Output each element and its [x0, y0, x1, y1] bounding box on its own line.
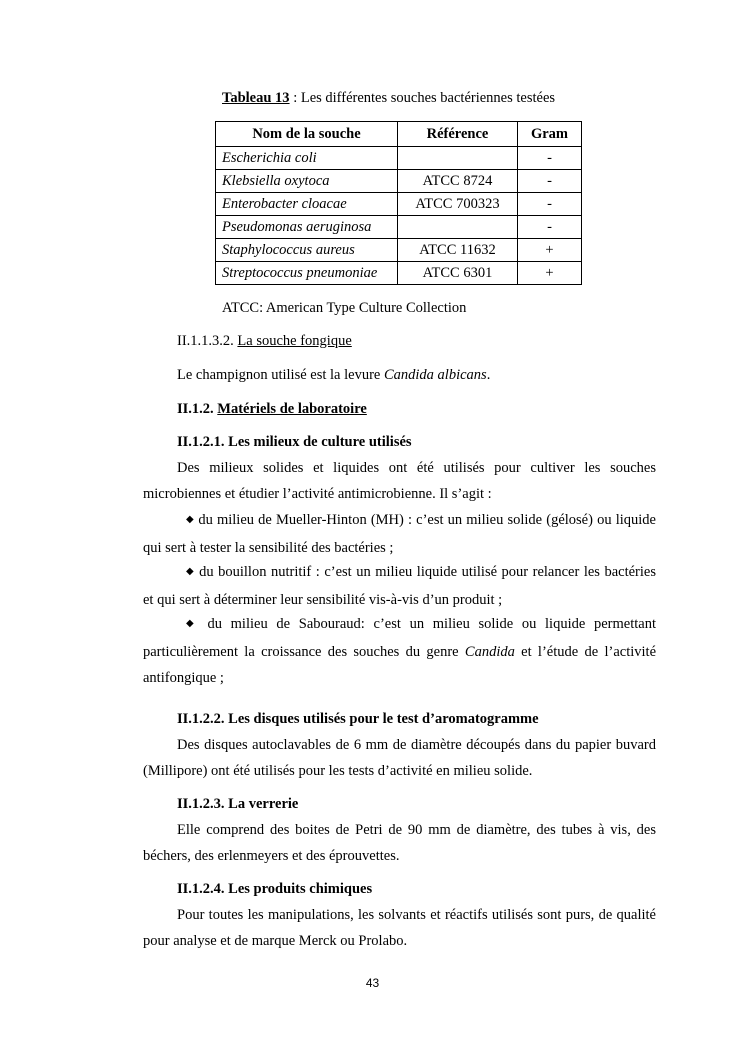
- cell-reference: ATCC 11632: [398, 239, 518, 262]
- strains-table: [215, 121, 582, 285]
- section-title: Matériels de laboratoire: [217, 401, 367, 417]
- table-row: [216, 193, 582, 216]
- table-header-row: [216, 122, 582, 147]
- header-name: Nom de la souche: [216, 122, 398, 147]
- section-heading-disks: II.1.2.2. Les disques utilisés pour le test d’aromatogramme: [177, 711, 539, 727]
- table-row: [216, 262, 582, 285]
- table-row: [216, 239, 582, 262]
- cell-reference: ATCC 8724: [398, 170, 518, 193]
- paragraph-disks: Des disques autoclavables de 6 mm de diamètre découpés dans du papier buvard (Millipore) ont été utilisés pour les tests d’activité en milieu solide.: [143, 737, 656, 779]
- table-note: ATCC: American Type Culture Collection: [222, 300, 467, 316]
- cell-name: Streptococcus pneumoniae: [216, 262, 398, 285]
- paragraph-chemicals: Pour toutes les manipulations, les solvants et réactifs utilisés sont purs, de qualité pour analyse et de marque Merck ou Prolabo.: [143, 907, 656, 949]
- table-row: [216, 170, 582, 193]
- table-row: [216, 216, 582, 239]
- cell-name: Escherichia coli: [216, 147, 398, 170]
- text-run: .: [486, 367, 491, 383]
- list-item-text: du milieu de Sabouraud: c’est un milieu solide ou liquide permettant particulièrement la croissance des souches du genre: [143, 616, 656, 660]
- cell-name: Pseudomonas aeruginosa: [216, 216, 398, 239]
- section-heading-glassware: II.1.2.3. La verrerie: [177, 796, 299, 812]
- section-heading-materials: [143, 396, 656, 422]
- section-number: II.1.1.3.2.: [177, 333, 238, 349]
- list-item-sabouraud: [143, 611, 656, 691]
- cell-name: Enterobacter cloacae: [216, 193, 398, 216]
- paragraph-fungal: [143, 362, 656, 388]
- cell-gram: -: [518, 216, 582, 239]
- table-caption-label: Tableau 13: [222, 90, 290, 106]
- page-number: 43: [365, 976, 380, 990]
- text-run: Le champignon utilisé est la levure: [177, 367, 384, 383]
- list-item-text: du milieu de Mueller-Hinton (MH) : c’est un milieu solide (gélosé) ou liquide qui sert à tester la sensibilité des bactéries ;: [143, 512, 656, 556]
- genus-name: Candida: [464, 644, 515, 660]
- cell-reference: [398, 216, 518, 239]
- paragraph-glassware: Elle comprend des boites de Petri de 90 mm de diamètre, des tubes à vis, des béchers, des erlenmeyers et des éprouvettes.: [143, 822, 656, 864]
- section-title: La souche fongique: [237, 333, 352, 349]
- section-number: II.1.2.: [177, 401, 218, 417]
- cell-gram: -: [518, 193, 582, 216]
- diamond-bullet-icon: ◆: [186, 566, 195, 577]
- species-name: Candida albicans: [383, 367, 487, 383]
- cell-reference: ATCC 700323: [398, 193, 518, 216]
- diamond-bullet-icon: ◆: [186, 514, 195, 525]
- table-caption: [222, 85, 555, 111]
- table-row: [216, 147, 582, 170]
- section-heading-fungal: [143, 328, 656, 354]
- header-reference: Référence: [398, 122, 518, 147]
- cell-reference: [398, 147, 518, 170]
- cell-gram: +: [518, 239, 582, 262]
- list-item-text: et l’étude de l’activité antifongique ;: [143, 644, 657, 686]
- cell-gram: -: [518, 147, 582, 170]
- list-item-text: du bouillon nutritif : c’est un milieu liquide utilisé pour relancer les bactéries et qui sert à déterminer leur sensibilité vis-à-vis d’un produit ;: [143, 564, 656, 608]
- section-heading-culture-media: II.1.2.1. Les milieux de culture utilisés: [177, 434, 412, 450]
- diamond-bullet-icon: ◆: [186, 618, 199, 629]
- cell-name: Staphylococcus aureus: [216, 239, 398, 262]
- cell-reference: ATCC 6301: [398, 262, 518, 285]
- table-caption-text: : Les différentes souches bactériennes testées: [289, 90, 556, 106]
- cell-gram: -: [518, 170, 582, 193]
- paragraph-culture-media: Des milieux solides et liquides ont été utilisés pour cultiver les souches microbiennes et étudier l’activité antimicrobienne. Il s’agit :: [143, 460, 656, 502]
- list-item-mueller-hinton: [143, 507, 656, 561]
- header-gram: Gram: [518, 122, 582, 147]
- section-heading-chemicals: II.1.2.4. Les produits chimiques: [177, 881, 373, 897]
- cell-name: Klebsiella oxytoca: [216, 170, 398, 193]
- cell-gram: +: [518, 262, 582, 285]
- list-item-nutrient-broth: [143, 559, 656, 613]
